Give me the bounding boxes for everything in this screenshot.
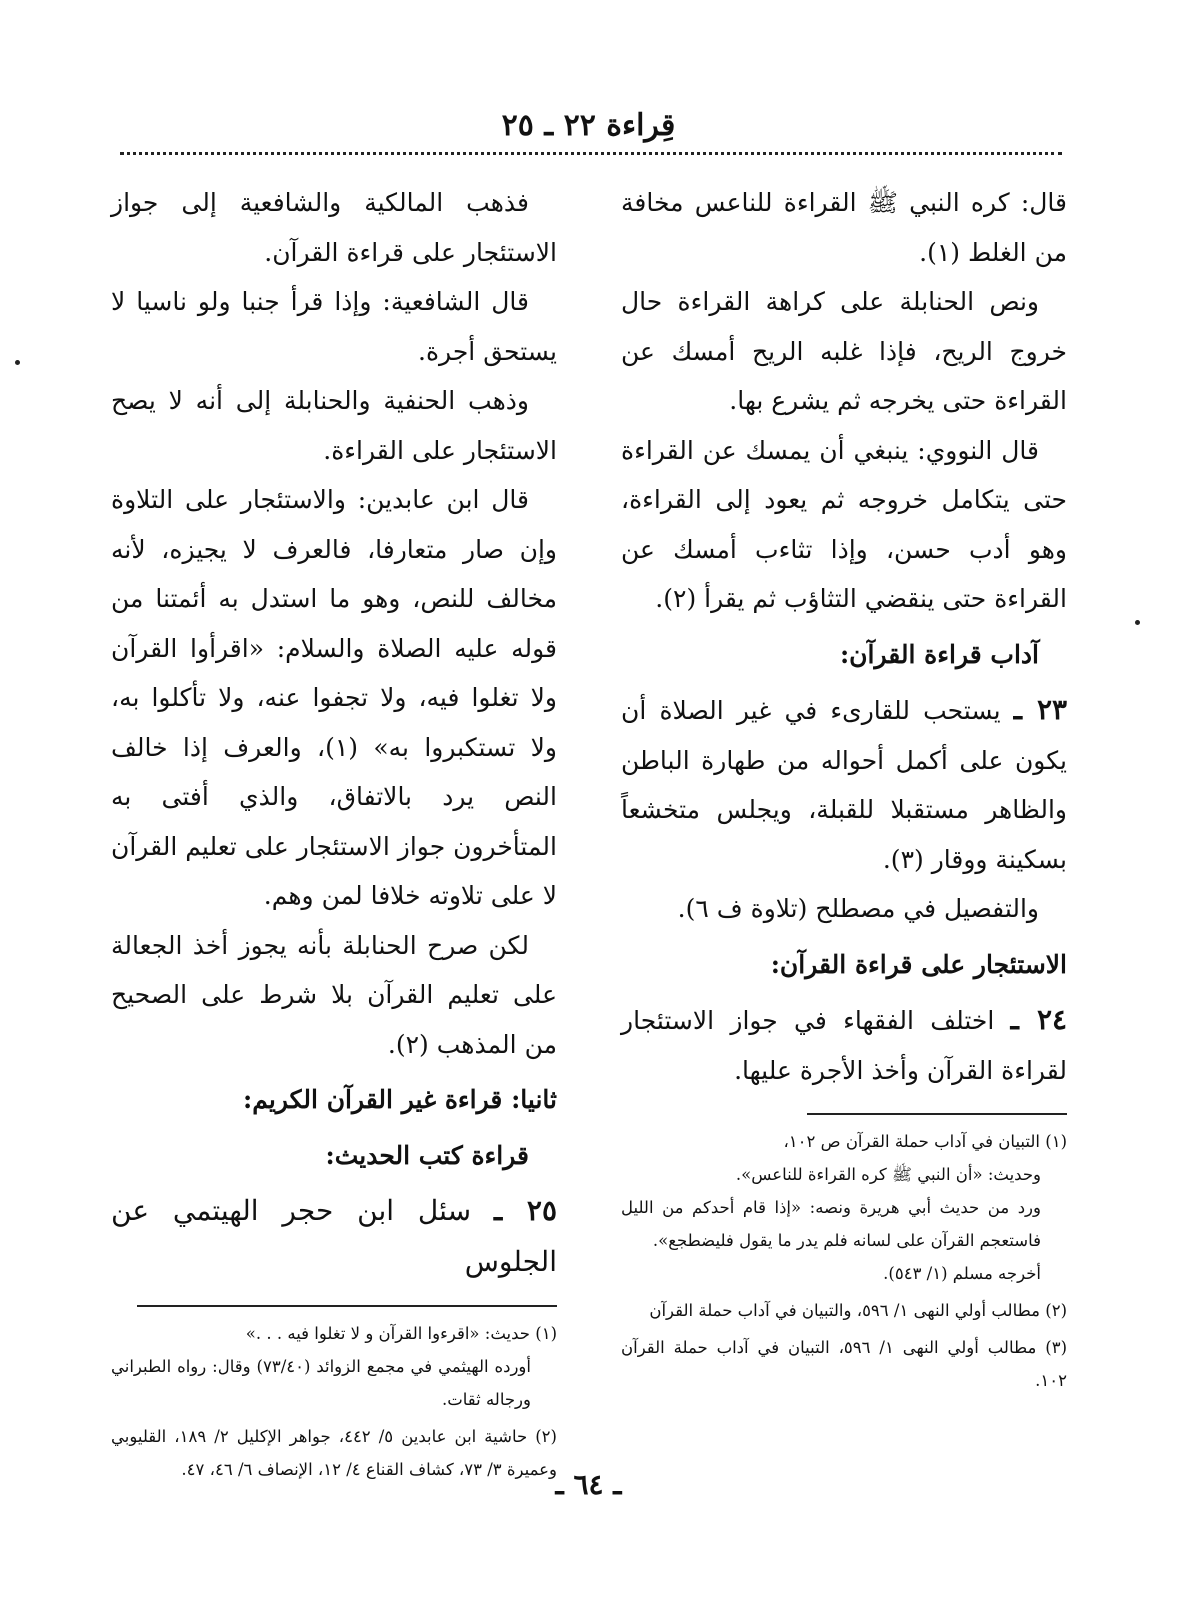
footnote-rule-left — [137, 1305, 557, 1307]
footnote-line: أخرجه مسلم (١/ ٥٤٣). — [883, 1264, 1041, 1283]
footnote-line — [111, 1317, 557, 1350]
paragraph-25 — [111, 1186, 557, 1287]
scan-speck — [1135, 620, 1140, 625]
footnote-line — [621, 1294, 1067, 1327]
paragraph-hanabila-rih: ونص الحنابلة على كراهة القراءة حال خروج الريح، فإذا غلبه الريح أمسك عن القراءة حتى يخرجه ثم يشرع بها. — [621, 287, 1067, 415]
paragraph-naes: قال: كره النبي ﷺ القراءة للناعس مخافة من الغلط (١). — [621, 188, 1067, 267]
paragraph-jaala: لكن صرح الحنابلة بأنه يجوز أخذ الجعالة على تعليم القرآن بلا شرط على الصحيح من المذهب (٢). — [111, 930, 557, 1059]
paragraph-25-number: ٢٥ ـ — [493, 1194, 557, 1227]
paragraph-23-text: يستحب للقارىء في غير الصلاة أن يكون على أكمل أحواله من طهارة الباطن والظاهر مستقبلا للقبلة، ويجلس متخشعاً بسكينة ووقار (٣). — [621, 696, 1067, 874]
footnote-right-2 — [621, 1294, 1067, 1327]
header-dotted-rule — [120, 152, 1062, 155]
paragraph-tafsil: والتفصيل في مصطلح (تلاوة ف ٦). — [677, 894, 1039, 923]
right-column — [621, 178, 1067, 1401]
paragraph-23 — [621, 685, 1067, 884]
paragraph-24-text: اختلف الفقهاء في جواز الاستئجار لقراءة القرآن وأخذ الأجرة عليها. — [621, 1006, 1067, 1085]
paragraph-23-number: ٢٣ ـ — [1013, 693, 1068, 726]
paragraph-nawawi: قال النووي: ينبغي أن يمسك عن القراءة حتى يتكامل خروجه ثم يعود إلى القراءة، وهو أدب حسن، وإذا تثاءب أمسك عن القراءة حتى ينقضي التثاؤب ثم يقرأ (٢). — [621, 435, 1067, 613]
footnote-text: مطالب أولي النهى ١/ ٥٩٦، التبيان في آداب حملة القرآن ١٠٢. — [621, 1338, 1067, 1390]
paragraph-ibn-abidin: قال ابن عابدين: والاستئجار على التلاوة وإن صار متعارفا، فالعرف لا يجيزه، لأنه مخالف للنص، وهو ما استدل به أئمتنا من قوله عليه الصلاة والسلام: «اقرأوا القرآن ولا تغلوا فيه، ولا تجفوا عنه، ولا تأكلوا به، ولا تستكبروا به» (١)، والعرف إذا خالف النص يرد بالاتفاق، والذي أفتى به المتأخرون جواز الاستئجار على تعليم القرآن لا على تلاوته خلافا لمن وهم. — [111, 485, 557, 910]
scan-speck — [15, 360, 20, 365]
footnote-line: ورد من حديث أبي هريرة ونصه: «إذا قام أحدكم من الليل فاستعجم القرآن على لسانه فلم يدر ما يقول فليضطجع». — [621, 1198, 1041, 1250]
heading-adab-qiraa: آداب قراءة القرآن: — [839, 639, 1039, 669]
heading-thaniyan: ثانيا: قراءة غير القرآن الكريم: — [243, 1085, 557, 1114]
footnote-rule-right — [807, 1113, 1067, 1115]
paragraph-maliki-shafii: فذهب المالكية والشافعية إلى جواز الاستئجار على قراءة القرآن. — [111, 188, 557, 267]
footnote-text: حاشية ابن عابدين ٥/ ٤٤٢، جواهر الإكليل ٢/ ١٨٩، القليوبي وعميرة ٣/ ٧٣، كشاف القناع ٤/ ١٢، الإنصاف ٦/ ٤٦، ٤٧. — [111, 1427, 557, 1479]
left-column — [111, 178, 557, 1490]
footnote-left-1 — [111, 1317, 557, 1416]
heading-kutub-hadith: قراءة كتب الحديث: — [325, 1140, 529, 1170]
paragraph-24-number: ٢٤ ـ — [1010, 1003, 1068, 1036]
paragraph-25-text: سئل ابن حجر الهيتمي عن الجلوس — [111, 1194, 557, 1278]
paragraph-24 — [621, 995, 1067, 1095]
page-number: ـ ٦٤ ـ — [555, 1468, 622, 1501]
footnote-label: (١) — [1045, 1132, 1067, 1151]
footnote-label: (٢) — [1045, 1301, 1067, 1320]
footnote-label: (٢) — [535, 1427, 557, 1446]
footnote-label: (٣) — [1045, 1338, 1067, 1357]
footnote-right-3 — [621, 1331, 1067, 1397]
footnote-line — [621, 1125, 1067, 1158]
footnote-text: حديث: «اقرءوا القرآن و لا تغلوا فيه . . .» — [245, 1324, 530, 1343]
heading-istijar: الاستئجار على قراءة القرآن: — [770, 949, 1067, 979]
footnote-right-1 — [621, 1125, 1067, 1290]
running-head: قِراءة ٢٢ ـ ٢٥ — [501, 108, 676, 143]
footnote-label: (١) — [535, 1324, 557, 1343]
paragraph-hanafi-hanbali: وذهب الحنفية والحنابلة إلى أنه لا يصح الاستئجار على القراءة. — [111, 386, 557, 465]
footnote-text: التبيان في آداب حملة القرآن ص ١٠٢، — [783, 1132, 1040, 1151]
footnote-text: مطالب أولي النهى ١/ ٥٩٦، والتبيان في آداب حملة القرآن — [649, 1301, 1040, 1320]
paragraph-shafii-junub: قال الشافعية: وإذا قرأ جنبا ولو ناسيا لا يستحق أجرة. — [111, 287, 557, 366]
footnote-line — [621, 1331, 1067, 1397]
footnote-line: وحديث: «أن النبي ﷺ كره القراءة للناعس». — [735, 1165, 1041, 1184]
footnote-line: أورده الهيثمي في مجمع الزوائد (٧٣/٤٠) وقال: رواه الطبراني ورجاله ثقات. — [111, 1357, 531, 1409]
